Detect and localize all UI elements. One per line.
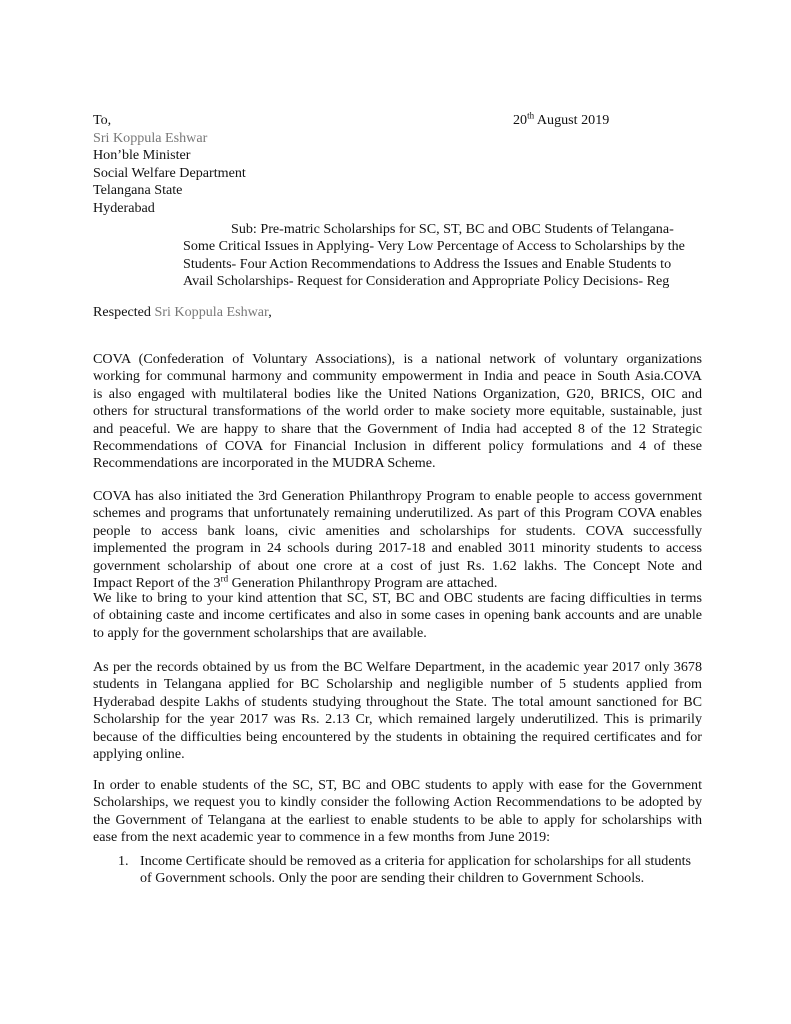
paragraph-line: Scholarships, we request you to kindly consider the following Action Recommendations to be adopted by	[93, 794, 702, 811]
paragraph-bc-records	[93, 659, 702, 763]
paragraph-line: students in Telangana applied for BC Scholarship and negligible number of 5 students applied from	[93, 676, 702, 693]
recipient-state: Telangana State	[93, 182, 183, 198]
subject-line: Sub: Pre-matric Scholarships for SC, ST, BC and OBC Students of Telangana-	[231, 221, 674, 237]
paragraph-line: government scholarship of about one crore at a cost of just Rs. 1.62 lakhs. The Concept Note and	[93, 557, 702, 574]
paragraph-philanthropy-program	[93, 488, 702, 592]
recipient-city: Hyderabad	[93, 199, 155, 216]
paragraph-line: people to access bank loans, civic amenities and scholarships for students. COVA successfully	[93, 522, 702, 539]
paragraph-request	[93, 777, 702, 847]
paragraph-line: ease from the next academic year to commence in a few months from June 2019:	[93, 829, 551, 846]
paragraph-line: and peaceful. We are happy to share that the Government of India had accepted 8 of the 12 Strategic	[93, 420, 702, 437]
paragraph-difficulties	[93, 590, 702, 642]
paragraph-line: In order to enable students of the SC, ST, BC and OBC students to apply with ease for the Government	[93, 777, 702, 793]
date-suffix: th	[527, 110, 535, 121]
paragraph-line: the Government of Telangana at the earliest to enable students to be able to apply for scholarships with	[93, 811, 702, 828]
list-item-body	[140, 853, 703, 888]
letter-date	[513, 112, 609, 130]
recipient-department: Social Welfare Department	[93, 164, 246, 181]
paragraph-line: others for structural transformations of the world order to make society more equitable, sustainable, just	[93, 403, 702, 420]
paragraph-line: As per the records obtained by us from the BC Welfare Department, in the academic year 2017 only 3678	[93, 659, 702, 675]
date-day: 20	[513, 112, 528, 128]
paragraph-line: implemented the program in 24 schools during 2017-18 and enabled 3011 minority students to access	[93, 540, 702, 557]
list-item-number: 1.	[118, 853, 129, 869]
paragraph-line: of obtaining caste and income certificates and also in some cases in opening bank accounts and are unable	[93, 607, 702, 624]
recipient-title: Hon’ble Minister	[93, 147, 191, 163]
paragraph-line: We like to bring to your kind attention that SC, ST, BC and OBC students are facing difficulties in terms	[93, 590, 702, 606]
salutation	[93, 304, 272, 322]
salutation-name: Sri Koppula Eshwar	[154, 304, 269, 320]
list-item-line: of Government schools. Only the poor are sending their children to Government Schools.	[140, 870, 645, 887]
paragraph-line: is also engaged with multilateral bodies like the United Nations Organization, G20, BRICS, OIC and	[93, 385, 702, 402]
salutation-suffix: ,	[268, 304, 272, 320]
paragraph-line: COVA (Confederation of Voluntary Associations), is a national network of voluntary organizations	[93, 351, 702, 367]
list-item-line: Income Certificate should be removed as a criteria for application for scholarships for all students	[140, 853, 692, 869]
paragraph-line: because of the difficulties being encountered by the students in obtaining the required certificates and for	[93, 728, 702, 745]
date-month-year: August 2019	[534, 112, 610, 128]
paragraph-line: Recommendations are incorporated in the MUDRA Scheme.	[93, 455, 436, 472]
subject-line: Some Critical Issues in Applying- Very Low Percentage of Access to Scholarships by the	[183, 238, 685, 255]
paragraph-line: applying online.	[93, 745, 185, 762]
paragraph-line: to apply for the government scholarships that are available.	[93, 624, 427, 641]
paragraph-line: Scholarship for the year 2017 was Rs. 2.13 Cr, which remained largely underutilized. This is primarily	[93, 711, 702, 728]
paragraph-line: COVA has also initiated the 3rd Generation Philanthropy Program to enable people to access government	[93, 488, 702, 504]
subject-line: Avail Scholarships- Request for Consideration and Appropriate Policy Decisions- Reg	[183, 273, 670, 290]
paragraph-line: working for communal harmony and community empowerment in India and peace in South Asia.COVA	[93, 368, 702, 385]
recipient-name: Sri Koppula Eshwar	[93, 129, 208, 146]
salutation-prefix: Respected	[93, 304, 155, 320]
ordinal-suffix: rd	[220, 573, 229, 584]
subject-line: Students- Four Action Recommendations to Address the Issues and Enable Students to	[183, 255, 672, 272]
paragraph-cova-intro	[93, 351, 702, 473]
address-to: To,	[93, 112, 112, 128]
paragraph-line: Hyderabad despite Lakhs of students studying throughout the State. The total amount sanctioned for BC	[93, 693, 702, 710]
paragraph-line: Recommendations of COVA for Financial Inclusion in different policy formulations and 4 of these	[93, 437, 702, 454]
subject-block	[183, 221, 703, 291]
paragraph-text: Impact Report of the 3	[93, 574, 221, 591]
paragraph-text: Generation Philanthropy Program are attached.	[228, 574, 498, 591]
recipient-address	[93, 112, 423, 217]
paragraph-line: schemes and programs that unfortunately remaining underutilized. As part of this Program COVA enables	[93, 505, 702, 522]
